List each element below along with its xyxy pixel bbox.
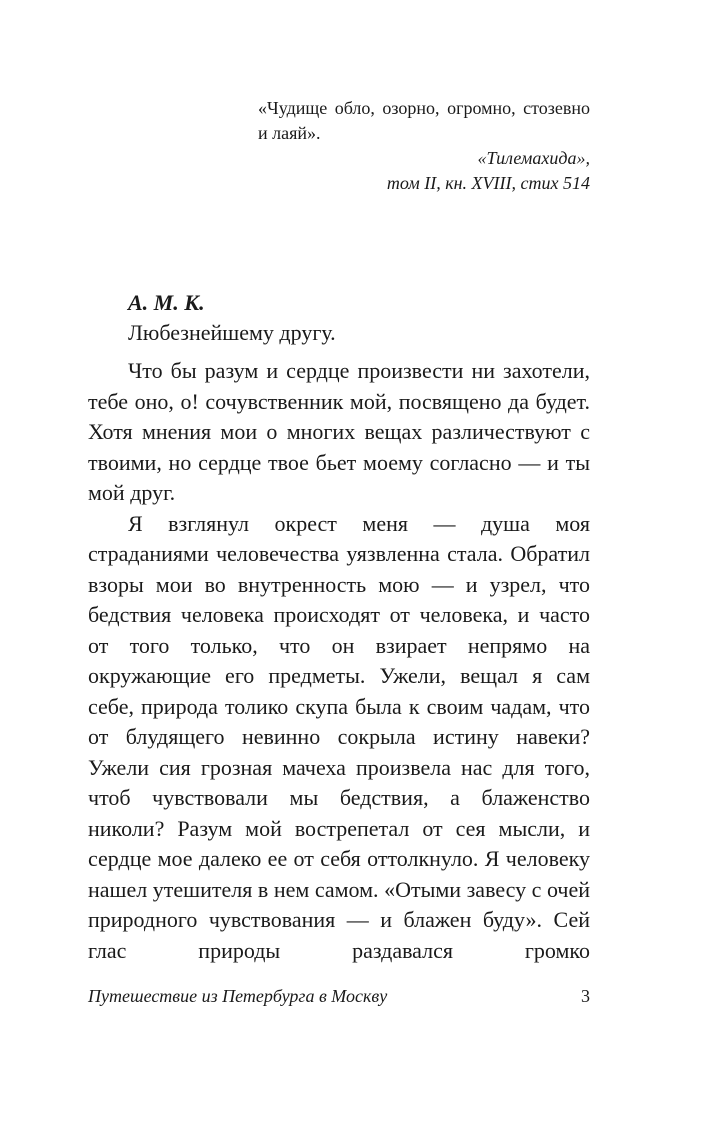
dedication-line: Любезнейшему другу. [128,320,336,345]
epigraph-source [300,146,590,196]
page-number: 3 [581,986,590,1006]
page-footer [88,983,590,1009]
epigraph-source-title: «Тилемахида», [477,148,590,168]
paragraph: Я взглянул окрест меня — душа моя страданиями человечества уязвленна стала. Обратил взоры мои во внутренность мою — и узрел, что бедствия человека происходят от человека, и часто от того только, что он взирает непрямо на окружающие его предметы. Ужели, вещал я сам себе, природа толико скупа была к своим чадам, что от блудящего невинно сокрыла истину навеки? Ужели сия грозная мачеха произвела нас для того, чтоб чувствовали мы бедствия, а блаженство николи? Разум мой вострепетал от сея мысли, и сердце мое далеко ее от себя оттолкнуло. Я человеку нашел утешителя в нем самом. «Отыми завесу с очей природного чувствования — и блажен буду». Сей глас природы раздавался громко [88,510,590,963]
running-title: Путешествие из Петербурга в Москву [88,986,388,1006]
main-text [88,356,590,966]
epigraph-quote: «Чудище обло, озорно, огромно, стозевно и лаяй». [258,98,590,143]
epigraph-source-reference: том II, кн. XVIII, стих 514 [386,173,590,193]
paragraph: Что бы разум и сердце произвести ни захотели, тебе оно, о! сочувственник мой, посвящено да будет. Хотя мнения мои о многих вещах различествуют с твоими, но сердце твое бьет моему согласно — и ты мой друг. [88,358,590,505]
dedication-initials: А. М. К. [128,290,205,315]
